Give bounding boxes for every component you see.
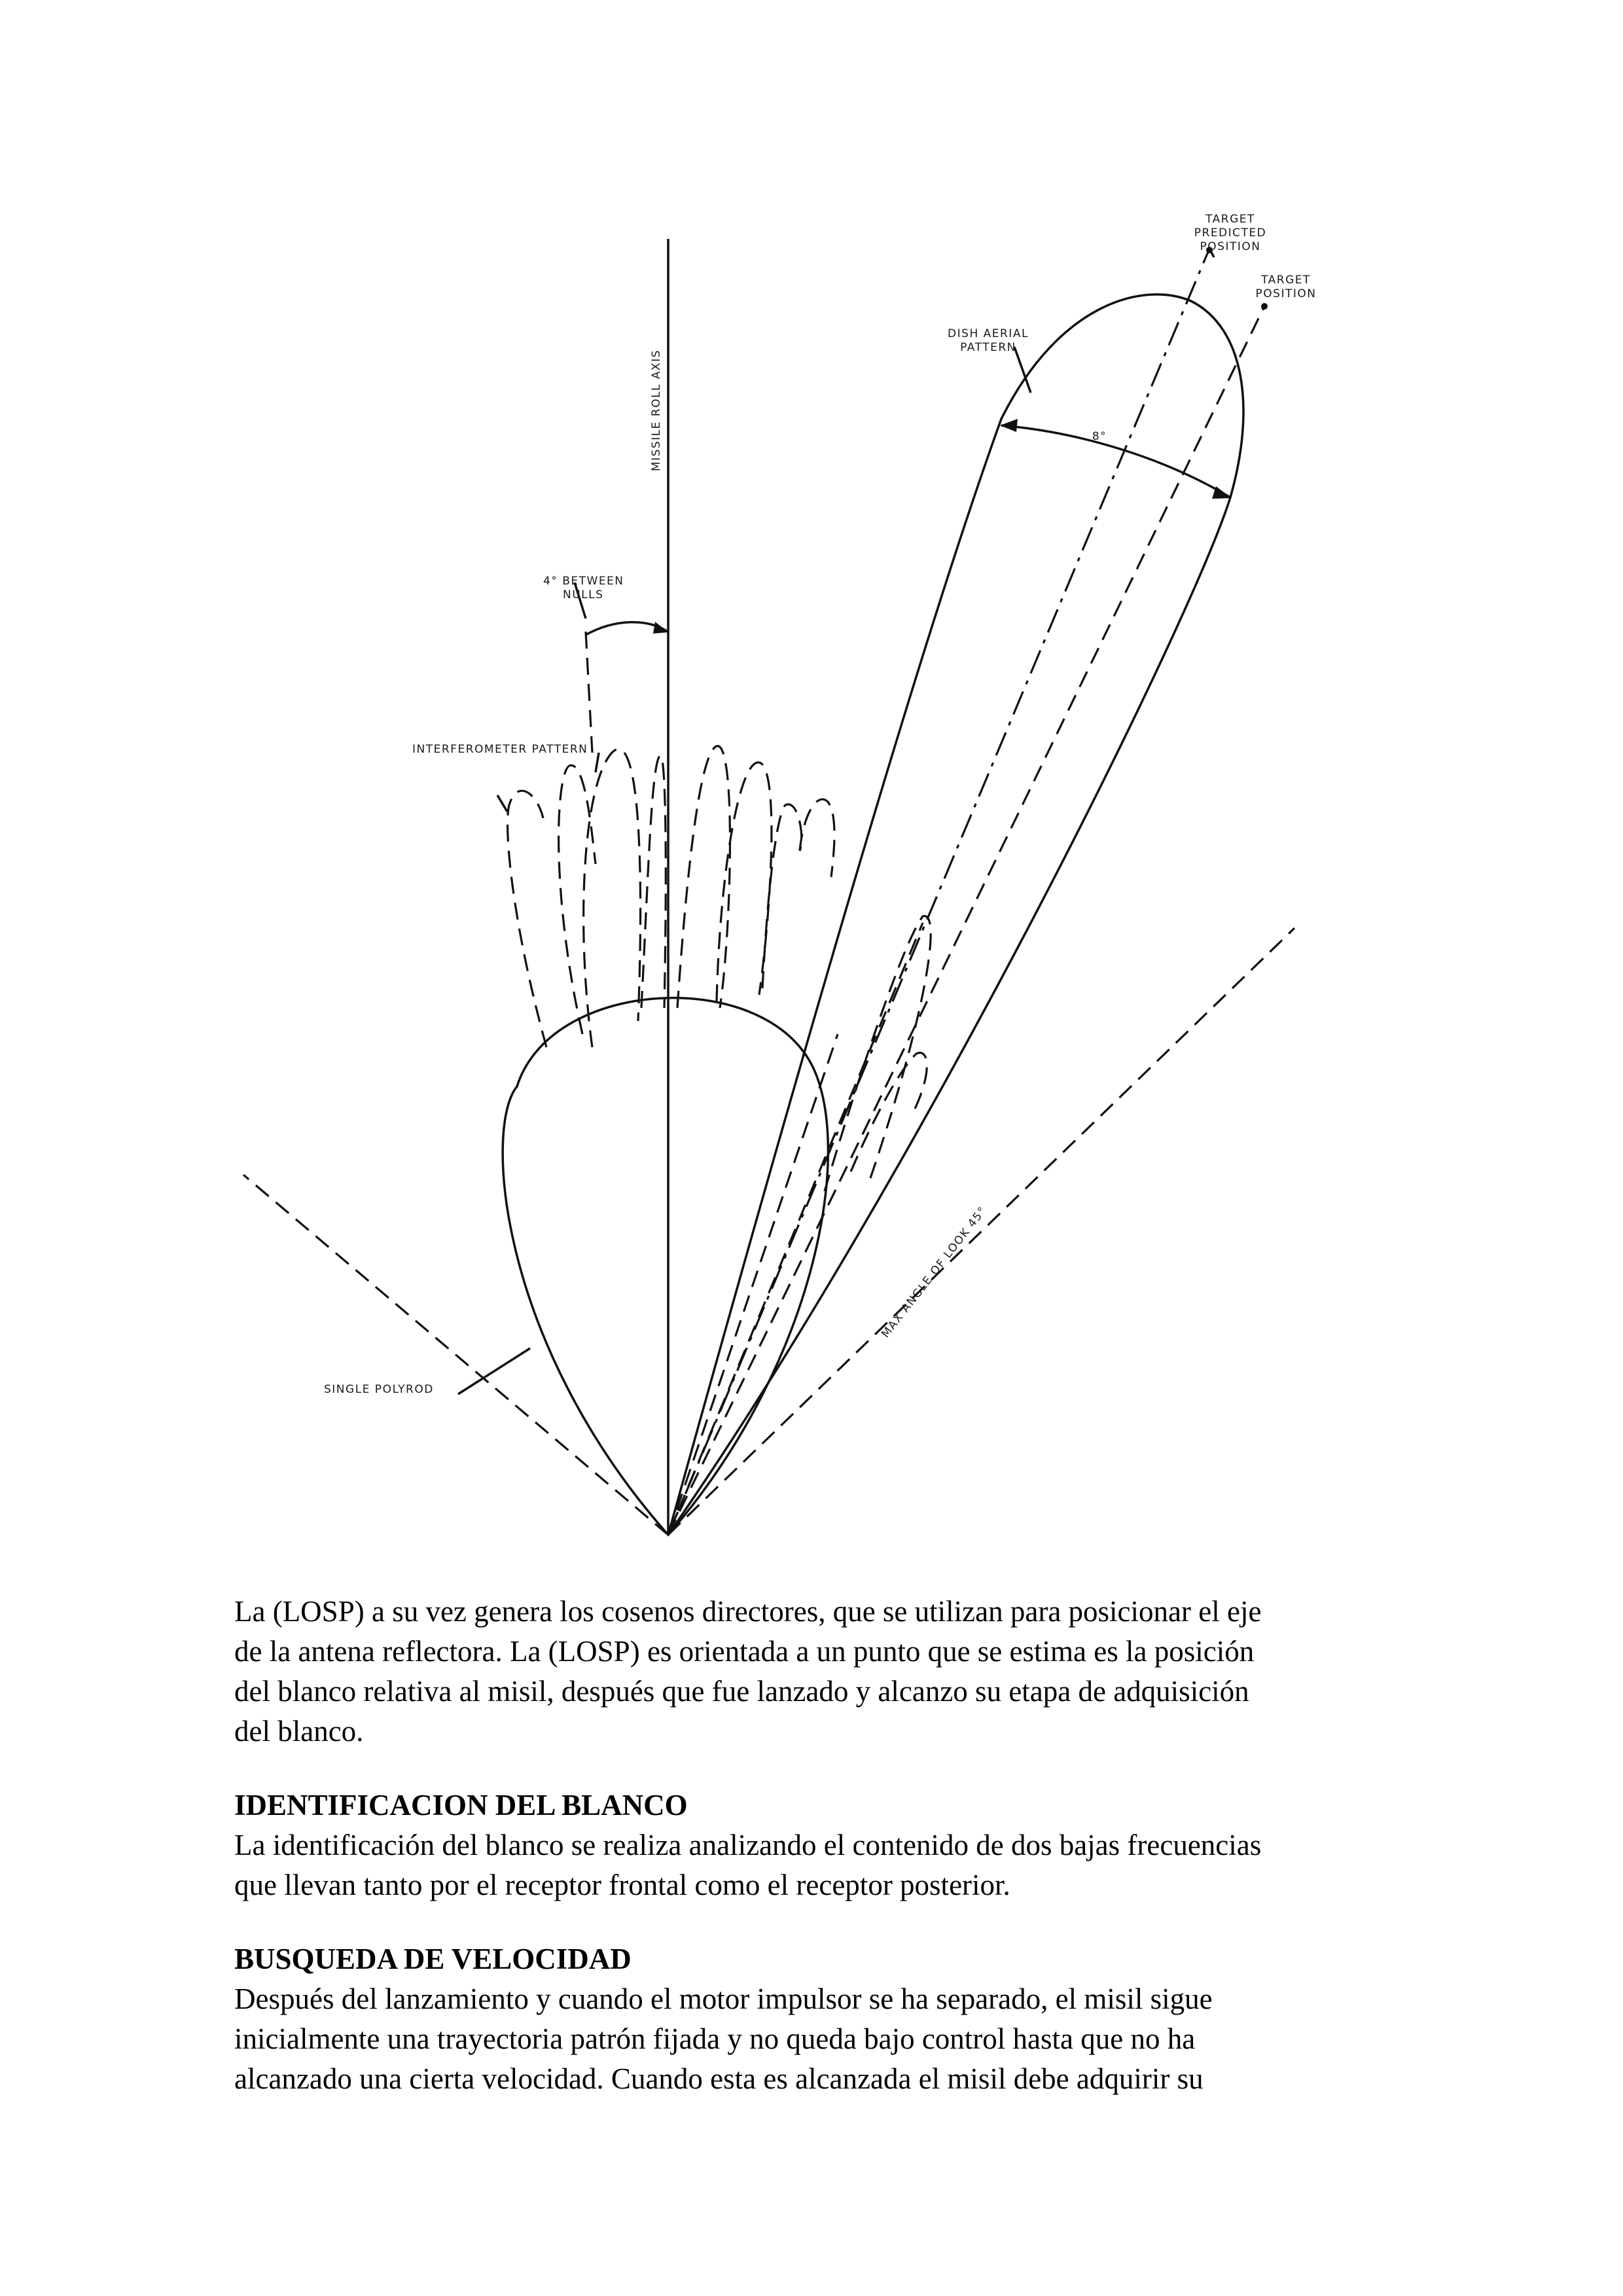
paragraph-line: La (LOSP) a su vez genera los cosenos directores, que se utilizan para posicionar el eje	[234, 1595, 1262, 1628]
section-busqueda	[234, 1939, 1393, 2099]
paragraph-line: alcanzado una cierta velocidad. Cuando esta es alcanzada el misil debe adquirir su	[234, 2062, 1204, 2095]
label-max-angle-of-look: MAX ANGLE OF LOOK 45°	[879, 1204, 990, 1341]
dish-aerial-pattern	[668, 295, 1243, 1535]
section-heading: BUSQUEDA DE VELOCIDAD	[234, 1943, 632, 1975]
label-target-predicted-2: PREDICTED	[1194, 226, 1267, 240]
paragraph-losp	[234, 1592, 1393, 1751]
target-predicted-position-line	[668, 249, 1209, 1535]
target-position-dot	[1261, 303, 1268, 310]
paragraph-line: de la antena reflectora. La (LOSP) es orientada a un punto que se estima es la posición	[234, 1635, 1255, 1668]
max-angle-left-line	[243, 1175, 668, 1535]
paragraph-line: del blanco relativa al misil, después que fue lanzado y alcanzo su etapa de adquisición	[234, 1675, 1249, 1708]
dish-aerial-leader	[1014, 347, 1031, 393]
polyrod-leader	[458, 1348, 530, 1394]
interferometer-leader	[596, 753, 599, 772]
paragraph-line: del blanco.	[234, 1715, 364, 1748]
target-position-line	[668, 306, 1264, 1535]
null-marker-line	[586, 632, 592, 753]
paragraph-line: La identificación del blanco se realiza analizando el contenido de dos bajas frecuencias	[234, 1829, 1262, 1861]
label-missile-roll-axis: MISSILE ROLL AXIS	[650, 349, 663, 471]
label-angle-8: 8°	[1092, 430, 1107, 443]
dish-beamwidth-arc	[1001, 425, 1230, 497]
paragraph-line: que llevan tanto por el receptor frontal como el receptor posterior.	[234, 1869, 1010, 1901]
label-target-predicted-3: POSITION	[1200, 240, 1261, 253]
label-target-position-2: POSITION	[1255, 287, 1317, 300]
arc-arrow-left	[1000, 419, 1018, 432]
section-heading: IDENTIFICACION DEL BLANCO	[234, 1789, 688, 1821]
label-target-position-1: TARGET	[1261, 274, 1311, 287]
label-single-polyrod: SINGLE POLYROD	[324, 1383, 434, 1396]
interferometer-leader-2	[497, 795, 507, 812]
nulls-arrow	[653, 622, 668, 634]
paragraph-line: Después del lanzamiento y cuando el motor impulsor se ha separado, el misil sigue	[234, 1982, 1213, 2015]
label-target-predicted-1: TARGET	[1205, 213, 1255, 226]
label-dish-aerial-1: DISH AERIAL	[948, 327, 1029, 340]
label-between-nulls-1: 4° BETWEEN	[543, 575, 624, 588]
paragraph-line: inicialmente una trayectoria patrón fijada y no queda bajo control hasta que no ha	[234, 2022, 1196, 2055]
label-dish-aerial-2: PATTERN	[960, 341, 1016, 354]
max-angle-of-look-line	[668, 928, 1294, 1535]
ray-2	[668, 1034, 838, 1535]
section-identificacion	[234, 1785, 1393, 1905]
label-interferometer-pattern: INTERFEROMETER PATTERN	[412, 743, 588, 756]
label-between-nulls-2: NULLS	[563, 588, 604, 601]
